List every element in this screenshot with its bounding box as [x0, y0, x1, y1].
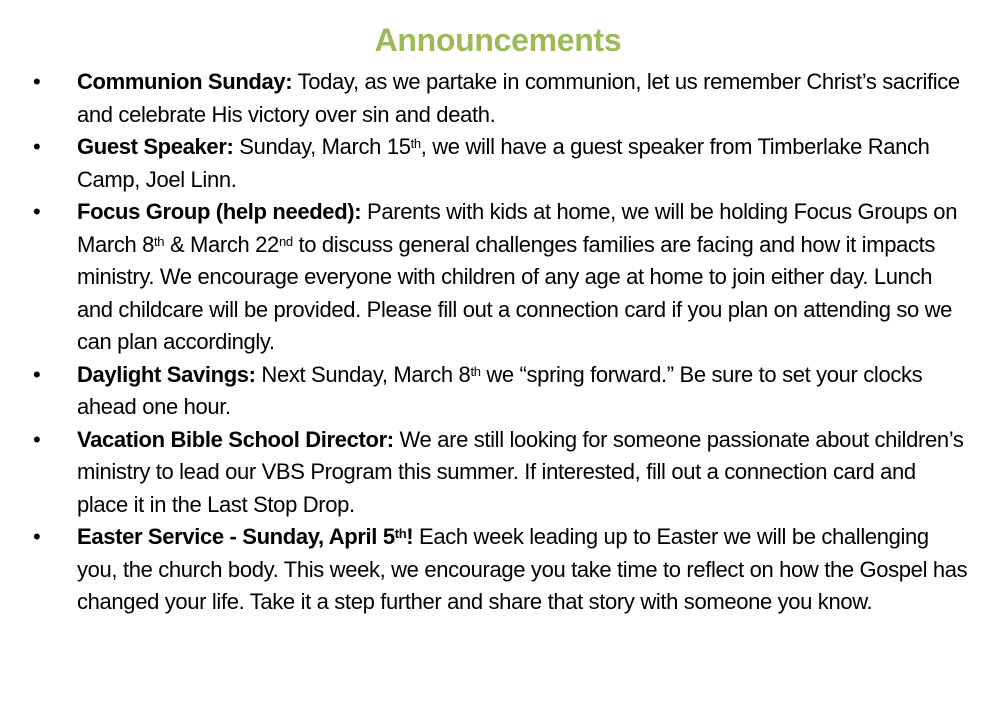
item-heading: Daylight Savings: [77, 361, 256, 387]
ordinal-suffix: th [470, 363, 481, 379]
item-text: we “spring forward.” Be sure to set your clocks ahead one hour. [77, 361, 923, 419]
item-text: Parents with kids at home, we will be holding Focus Groups on March 8 [77, 199, 958, 257]
item-text: We are still looking for someone passionate about children’s ministry to lead our VBS Program this summer. If interested, fill out a connection card and place it in the Last Stop Drop. [77, 426, 964, 517]
announcement-list [0, 66, 992, 619]
ordinal-suffix: th [394, 526, 407, 541]
list-item-daylight-savings [0, 359, 992, 424]
list-item-communion-sunday [0, 66, 992, 131]
item-text: Today, as we partake in communion, let us remember Christ’s sacrifice and celebrate His victory over sin and death. [77, 69, 960, 127]
item-text: , we will have a guest speaker from Timberlake Ranch Camp, Joel Linn. [77, 134, 930, 192]
bullet-icon: • [33, 524, 41, 549]
list-item-vbs-director [0, 424, 992, 522]
item-heading: Vacation Bible School Director: [77, 426, 394, 452]
page-title: Announcements [374, 22, 622, 58]
item-heading: Guest Speaker: [77, 134, 234, 159]
item-heading: Focus Group (help needed): [77, 199, 362, 224]
bullet-icon: • [33, 426, 41, 452]
ordinal-suffix: nd [278, 233, 293, 249]
bullet-icon: • [33, 134, 41, 159]
item-heading: Communion Sunday: [77, 69, 293, 94]
item-heading-tail: ! [406, 524, 414, 549]
bullet-icon: • [33, 361, 41, 387]
list-item-guest-speaker [0, 131, 992, 196]
ordinal-suffix: th [154, 233, 165, 249]
bullet-icon: • [33, 69, 41, 94]
item-text: Sunday, March 15 [233, 134, 411, 159]
bullet-icon: • [33, 199, 41, 224]
item-text: to discuss general challenges families are facing and how it impacts ministry. We encourage everyone with children of any age at home to join either day. Lunch and childcare will be provided. Please fill out a connection card if you plan on attending so we can plan accordingly. [77, 231, 953, 354]
item-text: & March 22 [164, 231, 279, 257]
item-heading: Easter Service - Sunday, April 5 [77, 524, 395, 549]
item-text: Each week leading up to Easter we will be challenging you, the church body. This week, we encourage you take time to reflect on how the Gospel has changed your life. Take it a step further and share that story with someone you know. [77, 524, 968, 614]
list-item-easter-service [0, 521, 992, 619]
ordinal-suffix: th [410, 136, 421, 151]
item-text: Next Sunday, March 8 [255, 361, 471, 387]
list-item-focus-group [0, 196, 992, 359]
